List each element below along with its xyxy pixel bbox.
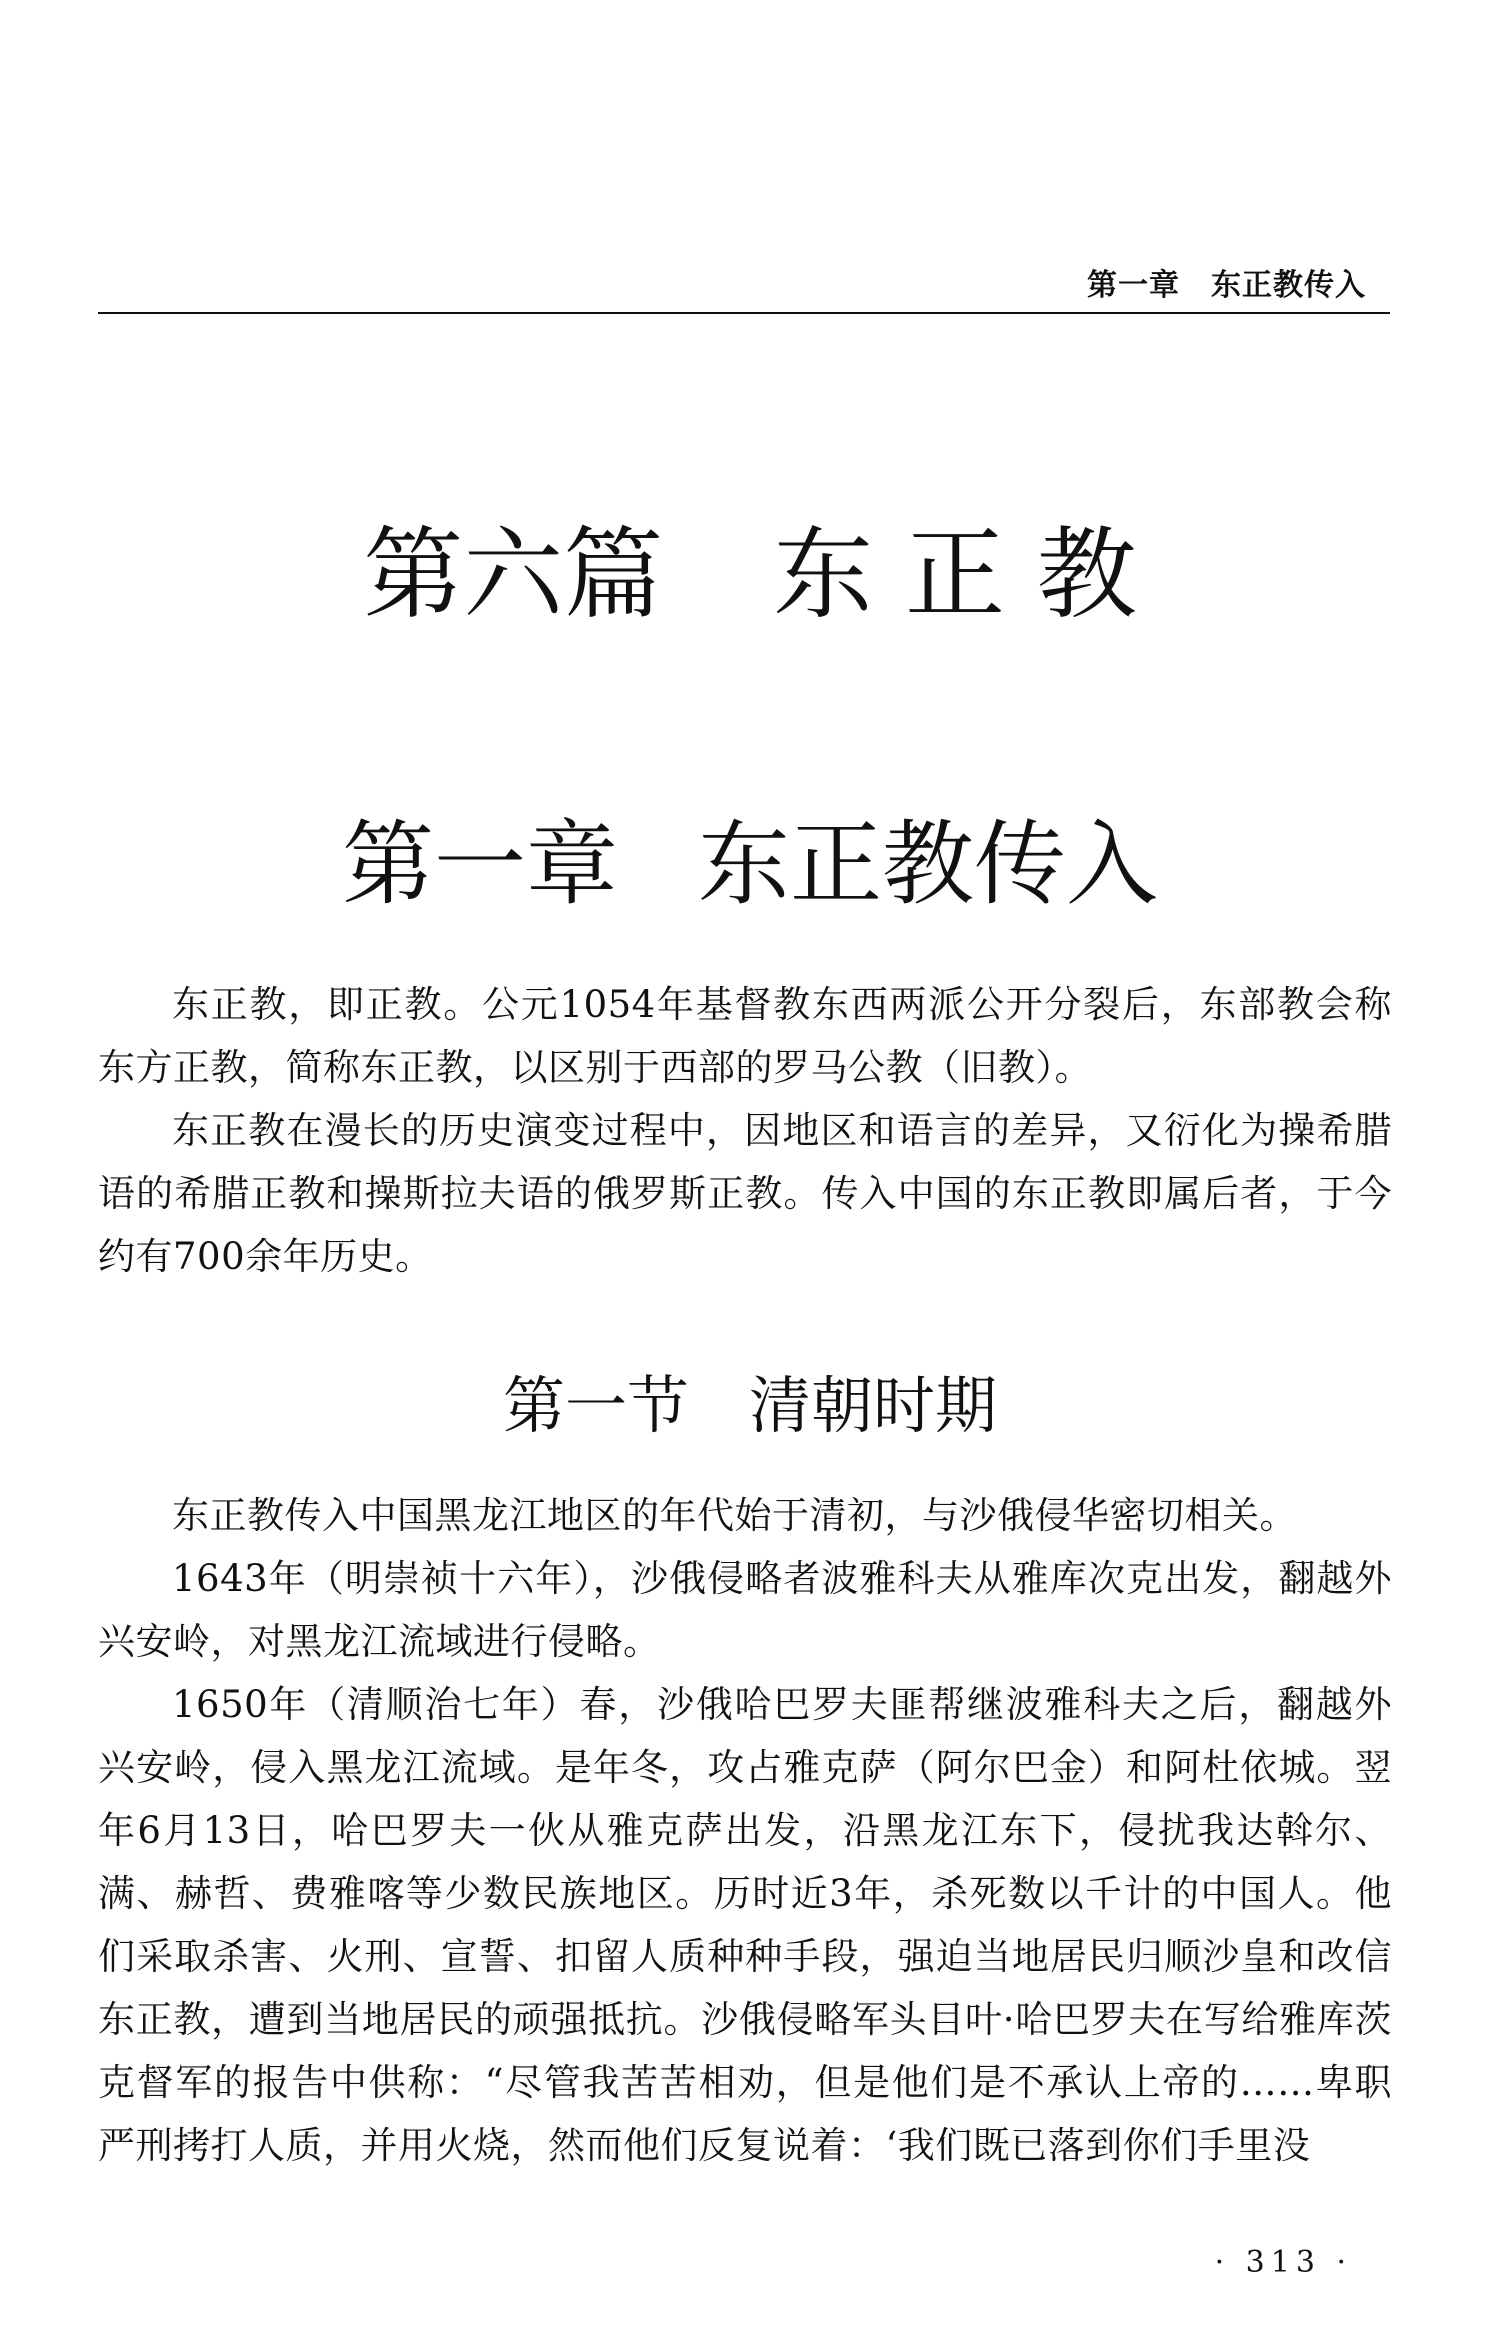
chapter-label: 第一章: [341, 811, 618, 918]
part-title: [0, 516, 1500, 633]
section-title: [0, 1370, 1500, 1442]
part-name: 东 正 教: [773, 516, 1137, 633]
chapter-title: [0, 811, 1500, 918]
running-header-text: 第一章 东正教传入: [1087, 268, 1366, 303]
section-name: 清朝时期: [749, 1369, 998, 1442]
paragraph: 东正教在漫长的历史演变过程中，因地区和语言的差异，又衍化为操希腊语的希腊正教和操斯拉夫语的俄罗斯正教。传入中国的东正教即属后者，于今约有700余年历史。: [98, 1109, 1392, 1278]
chapter-name: 东正教传入: [698, 811, 1159, 918]
running-header: [98, 264, 1390, 314]
paragraph: 东正教传入中国黑龙江地区的年代始于清初，与沙俄侵华密切相关。: [172, 1494, 1297, 1537]
intro-text: [98, 973, 1392, 1288]
section-body: [98, 1484, 1392, 2177]
paragraph: 1643年（明崇祯十六年），沙俄侵略者波雅科夫从雅库次克出发，翻越外兴安岭，对黑龙江流域进行侵略。: [98, 1557, 1392, 1663]
part-label: 第六篇: [363, 516, 664, 633]
section-label: 第一节: [502, 1369, 689, 1442]
paragraph: 1650年（清顺治七年）春，沙俄哈巴罗夫匪帮继波雅科夫之后，翻越外兴安岭，侵入黑龙江流域。是年冬，攻占雅克萨（阿尔巴金）和阿杜依城。翌年6月13日，哈巴罗夫一伙从雅克萨出发，沿黑龙江东下，侵扰我达斡尔、满、赫哲、费雅喀等少数民族地区。历时近3年，杀死数以千计的中国人。他们采取杀害、火刑、宣誓、扣留人质种种手段，强迫当地居民归顺沙皇和改信东正教，遭到当地居民的顽强抵抗。沙俄侵略军头目叶·哈巴罗夫在写给雅库茨克督军的报告中供称：“尽管我苦苦相劝，但是他们是不承认上帝的……卑职严刑拷打人质，并用火烧，然而他们反复说着：‘我们既已落到你们手里没: [98, 1683, 1392, 2167]
page-number: · 313 ·: [1214, 2245, 1352, 2280]
paragraph: 东正教，即正教。公元1054年基督教东西两派公开分裂后，东部教会称东方正教，简称东正教，以区别于西部的罗马公教（旧教）。: [98, 983, 1392, 1089]
